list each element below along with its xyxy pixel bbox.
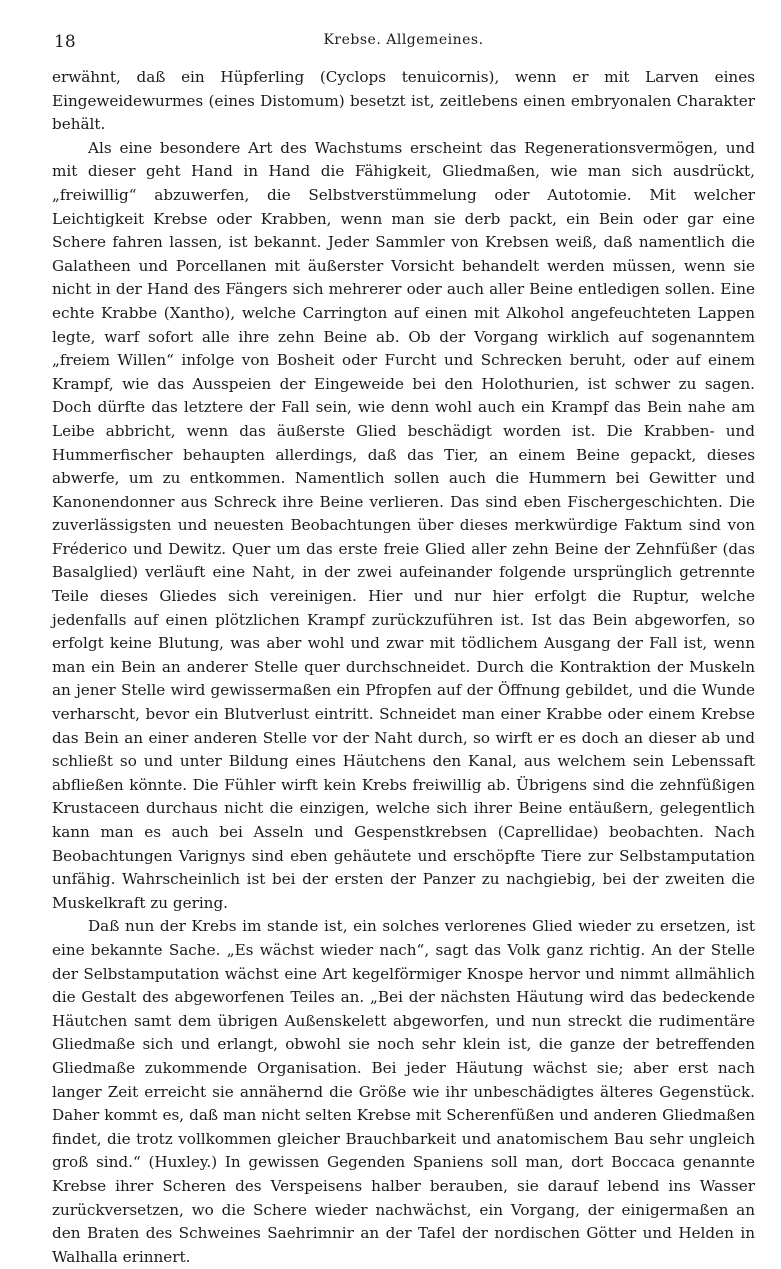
page-header [52,30,755,58]
running-head: Krebse. Allgemeines. [323,32,484,48]
body-text [52,66,755,1269]
paragraph-continuation: erwähnt, daß ein Hüpferling (Cyclops tenuicornis), wenn er mit Larven eines Eingeweidewurmes (eines Distomum) besetzt ist, zeitlebens einen embryonalen Charakter behält. [52,68,755,134]
page-number: 18 [54,32,76,52]
paragraph-regeneration: Daß nun der Krebs im stande ist, ein solches verlorenes Glied wieder zu ersetzen, ist eine bekannte Sache. „Es wächst wieder nach“, sagt das Volk ganz richtig. An der Stelle der Selbstamputation wächst eine Art kegelförmiger Knospe hervor und nimmt allmählich die Gestalt des abgeworfenen Teiles an. „Bei der nächsten Häutung wird das bedeckende Häutchen samt dem übrigen Außenskelett abgeworfen, und nun streckt die rudimentäre Gliedmaße sich und erlangt, obwohl sie noch sehr klein ist, die ganze der betreffenden Gliedmaße zukommende Organisation. Bei jeder Häutung wächst sie; aber erst nach langer Zeit erreicht sie annähernd die Größe wie ihr unbeschädigtes älteres Gegenstück. Daher kommt es, daß man nicht selten Krebse mit Scherenfüßen und anderen Gliedmaßen findet, die trotz vollkommen gleicher Brauchbarkeit und anatomischem Bau sehr ungleich groß sind.“ (Huxley.) In gewissen Gegenden Spaniens soll man, dort Boccaca genannte Krebse ihrer Scheren des Verspeisens halber berauben, sie darauf lebend ins Wasser zurückversetzen, wo die Schere wieder nachwächst, ein Vorgang, der einigermaßen an den Braten des Schweines Saehrimnir an der Tafel der nordischen Götter und Helden in Walhalla erinnert. [52,917,755,1266]
paragraph-autotomie: Als eine besondere Art des Wachstums erscheint das Regenerationsvermögen, und mit dieser geht Hand in Hand die Fähigkeit, Gliedmaßen, wie man sich ausdrückt, „freiwillig“ abzuwerfen, die Selbstverstümmelung oder Autotomie. Mit welcher Leichtigkeit Krebse oder Krabben, wenn man sie derb packt, ein Bein oder gar eine Schere fahren lassen, ist bekannt. Jeder Sammler von Krebsen weiß, daß namentlich die Galatheen und Porcellanen mit äußerster Vorsicht behandelt werden müssen, wenn sie nicht in der Hand des Fängers sich mehrerer oder auch aller Beine entledigen sollen. Eine echte Krabbe (Xantho), welche Carrington auf einen mit Alkohol angefeuchteten Lappen legte, warf sofort alle ihre zehn Beine ab. Ob der Vorgang wirklich auf sogenanntem „freiem Willen“ infolge von Bosheit oder Furcht und Schrecken beruht, oder auf einem Krampf, wie das Ausspeien der Eingeweide bei den Holothurien, ist schwer zu sagen. Doch dürfte das letztere der Fall sein, wie denn wohl auch ein Krampf das Bein nahe am Leibe abbricht, wenn das äußerste Glied beschädigt worden ist. Die Krabben- und Hummerfischer behaupten allerdings, daß das Tier, an einem Beine gepackt, dieses abwerfe, um zu entkommen. Namentlich sollen auch die Hummern bei Gewitter und Kanonendonner aus Schreck ihre Beine verlieren. Das sind eben Fischergeschichten. Die zuverlässigsten und neuesten Beobachtungen über dieses merkwürdige Faktum sind von Fréderico und Dewitz. Quer um das erste freie Glied aller zehn Beine der Zehnfüßer (das Basalglied) verläuft eine Naht, in der zwei aufeinander folgende ursprünglich getrennte Teile dieses Gliedes sich vereinigen. Hier und nur hier erfolgt die Ruptur, welche jedenfalls auf einen plötzlichen Krampf zurückzuführen ist. Ist das Bein abgeworfen, so erfolgt keine Blutung, was aber wohl und zwar mit tödlichem Ausgang der Fall ist, wenn man ein Bein an anderer Stelle quer durchschneidet. Durch die Kontraktion der Muskeln an jener Stelle wird gewissermaßen ein Pfropfen auf der Öffnung gebildet, und die Wunde verharscht, bevor ein Blutverlust eintritt. Schneidet man einer Krabbe oder einem Krebse das Bein an einer anderen Stelle vor der Naht durch, so wirft er es doch an dieser ab und schließt so und unter Bildung eines Häutchens den Kanal, aus welchem sein Lebenssaft abfließen könnte. Die Fühler wirft kein Krebs freiwillig ab. Übrigens sind die zehnfüßigen Krustaceen durchaus nicht die einzigen, welche sich ihrer Beine entäußern, gelegentlich kann man es auch bei Asseln und Gespenstkrebsen (Caprellidae) beobachten. Nach Beobachtungen Varignys sind eben gehäutete und erschöpfte Tiere zur Selbstamputation unfähig. Wahrscheinlich ist bei der ersten der Panzer zu nachgiebig, bei der zweiten die Muskelkraft zu gering. [52,138,755,912]
